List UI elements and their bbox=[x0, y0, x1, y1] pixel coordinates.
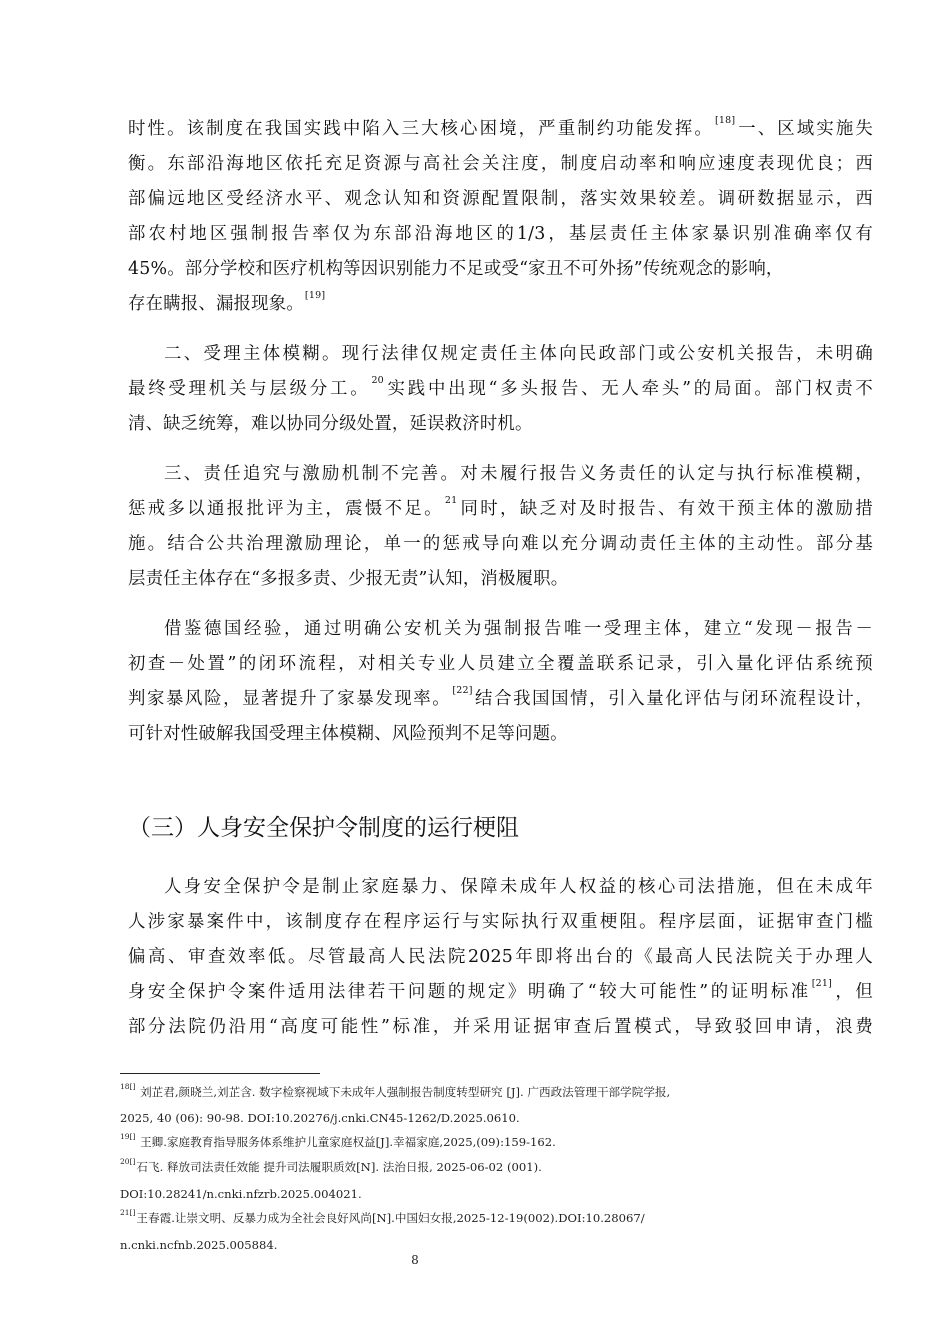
footnote-mark: 20[] bbox=[120, 1157, 136, 1166]
citation-ref: [22] bbox=[452, 685, 473, 696]
paragraph-5-line-5: 部分法院仍沿用“高度可能性”标准，并采用证据审查后置模式，导致驳回申请，浪费 bbox=[128, 1017, 873, 1037]
citation-ref: [18] bbox=[714, 115, 736, 126]
footnote-18-line-2: 2025, 40 (06): 90-98. DOI:10.20276/j.cnki.CN45-1262/D.2025.0610. bbox=[120, 1111, 520, 1125]
paragraph-3-line-4: 层责任主体存在“多报多责、少报无责”认知，消极履职。 bbox=[128, 569, 569, 589]
text-run: 存在瞒报、漏报现象。 bbox=[128, 294, 304, 314]
paragraph-2-line-3: 清、缺乏统筹，难以协同分级处置，延误救济时机。 bbox=[128, 414, 533, 434]
footnote-text: 刘芷君,颜晓兰,刘芷含. 数字检察视域下未成年人强制报告制度转型研究 [J]. 广西政法管理干部学院学报, bbox=[136, 1085, 671, 1099]
footnote-text: 石飞. 释放司法责任效能 提升司法履职质效[N]. 法治日报, 2025-06-02 (001). bbox=[136, 1160, 542, 1174]
paragraph-5-line-2: 人涉家暴案件中，该制度存在程序运行与实际执行双重梗阻。程序层面，证据审查门槛 bbox=[128, 912, 873, 932]
paragraph-5-line-4 bbox=[128, 977, 873, 1007]
paragraph-2-line-2 bbox=[128, 374, 873, 404]
paragraph-1-line-2: 衡。东部沿海地区依托充足资源与高社会关注度，制度启动率和响应速度表现优良；西 bbox=[128, 154, 873, 174]
paragraph-3-line-3: 施。结合公共治理激励理论，单一的惩戒导向难以充分调动责任主体的主动性。部分基 bbox=[128, 534, 873, 554]
paragraph-1-line-1 bbox=[128, 114, 873, 144]
text-run: 时性。该制度在我国实践中陷入三大核心困境，严重制约功能发挥。 bbox=[128, 119, 714, 139]
paragraph-5-line-1: 人身安全保护令是制止家庭暴力、保障未成年人权益的核心司法措施，但在未成年 bbox=[164, 877, 873, 897]
paragraph-1-line-4: 部农村地区强制报告率仅为东部沿海地区的1/3，基层责任主体家暴识别准确率仅有 bbox=[128, 224, 873, 244]
text-run: 一、区域实施失 bbox=[736, 119, 873, 139]
citation-ref: [21] bbox=[811, 978, 832, 989]
footnote-text: 王卿.家庭教育指导服务体系维护儿童家庭权益[J].幸福家庭,2025,(09):159-162. bbox=[136, 1135, 556, 1149]
paragraph-4-line-1: 借鉴德国经验，通过明确公安机关为强制报告唯一受理主体，建立“发现－报告－ bbox=[164, 619, 873, 639]
footnote-text: 王春霞.让崇文明、反暴力成为全社会良好风尚[N].中国妇女报,2025-12-19(002).DOI:10.28067/ bbox=[136, 1211, 645, 1225]
section-heading: （三）人身安全保护令制度的运行梗阻 bbox=[128, 815, 519, 841]
footnote-18-line-1 bbox=[120, 1082, 670, 1102]
citation-ref: 20 bbox=[371, 375, 384, 386]
footnote-20-line-2: DOI:10.28241/n.cnki.nfzrb.2025.004021. bbox=[120, 1187, 362, 1201]
paragraph-4-line-4: 可针对性破解我国受理主体模糊、风险预判不足等问题。 bbox=[128, 724, 568, 744]
paragraph-1-line-3: 部偏远地区受经济水平、观念认知和资源配置限制，落实效果较差。调研数据显示，西 bbox=[128, 189, 873, 209]
paragraph-4-line-3 bbox=[128, 684, 873, 714]
text-run: 结合我国国情，引入量化评估与闭环流程设计， bbox=[473, 689, 874, 709]
text-run: 最终受理机关与层级分工。 bbox=[128, 379, 371, 399]
footnote-21-line-2: n.cnki.ncfnb.2025.005884. bbox=[120, 1238, 278, 1252]
footnote-mark: 21[] bbox=[120, 1208, 136, 1217]
footnote-21-line-1 bbox=[120, 1208, 645, 1228]
text-run: 判家暴风险，显著提升了家暴发现率。 bbox=[128, 689, 452, 709]
paragraph-1-line-5: 45%。部分学校和医疗机构等因识别能力不足或受“家丑不可外扬”传统观念的影响， bbox=[128, 259, 784, 279]
paragraph-2-line-1: 二、受理主体模糊。现行法律仅规定责任主体向民政部门或公安机关报告，未明确 bbox=[164, 344, 873, 364]
citation-ref: [19] bbox=[304, 290, 326, 301]
page-number: 8 bbox=[411, 1253, 419, 1267]
footnote-mark: 19[] bbox=[120, 1132, 136, 1141]
text-run: 身安全保护令案件适用法律若干问题的规定》明确了“较大可能性”的证明标准 bbox=[128, 982, 811, 1002]
footnote-20-line-1 bbox=[120, 1157, 542, 1177]
paragraph-1-line-6 bbox=[128, 289, 326, 319]
text-run: 惩戒多以通报批评为主，震慑不足。 bbox=[128, 499, 444, 519]
footnote-separator bbox=[120, 1073, 320, 1074]
paragraph-4-line-2: 初查－处置”的闭环流程，对相关专业人员建立全覆盖联系记录，引入量化评估系统预 bbox=[128, 654, 873, 674]
text-run: 实践中出现“多头报告、无人牵头”的局面。部门权责不 bbox=[384, 379, 873, 399]
text-run: 同时，缺乏对及时报告、有效干预主体的激励措 bbox=[458, 499, 873, 519]
citation-ref: 21 bbox=[444, 495, 458, 506]
text-run: ，但 bbox=[833, 982, 873, 1002]
paragraph-3-line-2 bbox=[128, 494, 873, 524]
footnote-19-line-1 bbox=[120, 1132, 556, 1152]
paragraph-3-line-1: 三、责任追究与激励机制不完善。对未履行报告义务责任的认定与执行标准模糊， bbox=[164, 464, 873, 484]
footnote-mark: 18[] bbox=[120, 1082, 136, 1091]
paragraph-5-line-3: 偏高、审查效率低。尽管最高人民法院2025年即将出台的《最高人民法院关于办理人 bbox=[128, 947, 873, 967]
